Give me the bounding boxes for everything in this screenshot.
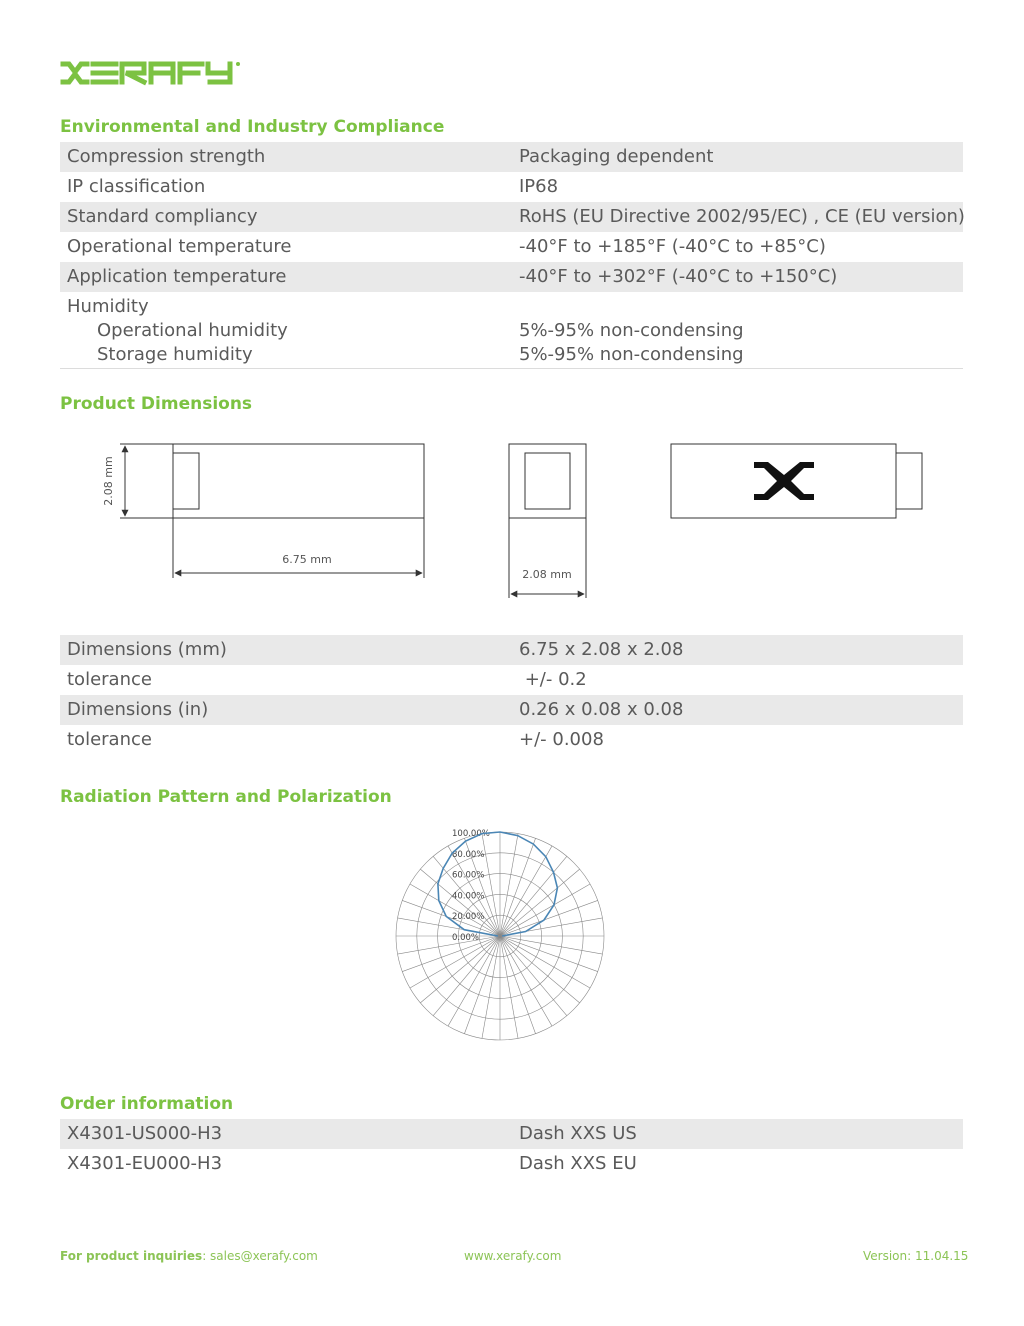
table-row	[60, 695, 963, 725]
row-label: Application temperature	[67, 266, 287, 287]
table-row	[60, 665, 963, 695]
table-row	[60, 202, 963, 232]
footer-email[interactable]: : sales@xerafy.com	[202, 1249, 318, 1263]
row-label: X4301-EU000-H3	[67, 1153, 223, 1174]
row-value: IP68	[519, 176, 559, 197]
row-value: Dash XXS EU	[519, 1153, 637, 1174]
humidity-values	[519, 319, 744, 367]
polar-ring-label: 80.00%	[452, 849, 485, 860]
dimensions-table	[60, 635, 963, 755]
row-value: +/- 0.2	[519, 669, 587, 690]
table-row	[60, 232, 963, 262]
storage-humidity-label: Storage humidity	[97, 344, 253, 365]
dimensions-section-title: Product Dimensions	[60, 394, 253, 414]
xerafy-x-mark-icon	[754, 462, 814, 500]
footer-inquiries	[60, 1249, 318, 1263]
row-value: 0.26 x 0.08 x 0.08	[519, 699, 684, 720]
polar-ring-label: 100.00%	[452, 829, 490, 839]
radiation-section-title: Radiation Pattern and Polarization	[60, 787, 392, 807]
row-label: Dimensions (mm)	[67, 639, 227, 660]
length-dimension-label: 6.75 mm	[282, 553, 332, 566]
side-view-body	[173, 444, 424, 518]
side-view-cap	[173, 453, 199, 509]
row-value: Packaging dependent	[519, 146, 714, 167]
operational-humidity-value: 5%-95% non-condensing	[519, 320, 744, 341]
table-row	[60, 1149, 963, 1179]
row-value: 6.75 x 2.08 x 2.08	[519, 639, 684, 660]
row-label: tolerance	[67, 669, 152, 690]
operational-humidity-label: Operational humidity	[97, 320, 288, 341]
row-value: Dash XXS US	[519, 1123, 637, 1144]
polar-ring-label: 40.00%	[452, 891, 485, 902]
row-value: RoHS (EU Directive 2002/95/EC) , CE (EU version)	[519, 206, 965, 227]
row-value: -40°F to +185°F (-40°C to +85°C)	[519, 236, 826, 257]
row-label: IP classification	[67, 176, 206, 197]
humidity-labels	[67, 295, 288, 367]
humidity-row	[60, 292, 963, 369]
xerafy-logo	[60, 58, 245, 92]
compliance-table	[60, 142, 963, 369]
humidity-label: Humidity	[67, 296, 149, 317]
order-table	[60, 1119, 963, 1179]
compliance-section-title: Environmental and Industry Compliance	[60, 117, 445, 137]
width-dimension-label: 2.08 mm	[522, 568, 572, 581]
radiation-polar-plot	[390, 826, 610, 1046]
table-row	[60, 1119, 963, 1149]
table-row	[60, 725, 963, 755]
order-section-title: Order information	[60, 1094, 234, 1114]
table-row	[60, 172, 963, 202]
row-value: +/- 0.008	[519, 729, 604, 750]
polar-ring-label: 0.00%	[452, 933, 480, 943]
dimensions-drawing	[0, 430, 1024, 610]
table-row	[60, 262, 963, 292]
polar-ring-label: 60.00%	[452, 870, 485, 881]
row-value: -40°F to +302°F (-40°C to +150°C)	[519, 266, 838, 287]
end-view-body	[509, 444, 586, 518]
row-label: Dimensions (in)	[67, 699, 209, 720]
polar-ring-label: 20.00%	[452, 912, 485, 923]
row-label: X4301-US000-H3	[67, 1123, 223, 1144]
row-label: Standard compliancy	[67, 206, 258, 227]
height-dimension-label: 2.08 mm	[102, 456, 115, 506]
row-label: Operational temperature	[67, 236, 292, 257]
table-row	[60, 635, 963, 665]
row-label: Compression strength	[67, 146, 266, 167]
footer-version: Version: 11.04.15	[863, 1249, 969, 1263]
storage-humidity-value: 5%-95% non-condensing	[519, 344, 744, 365]
row-label: tolerance	[67, 729, 152, 750]
xerafy-logo-icon	[60, 58, 245, 88]
footer-website[interactable]: www.xerafy.com	[464, 1249, 562, 1263]
table-row	[60, 142, 963, 172]
footer-inquiries-label: For product inquiries	[60, 1249, 203, 1263]
